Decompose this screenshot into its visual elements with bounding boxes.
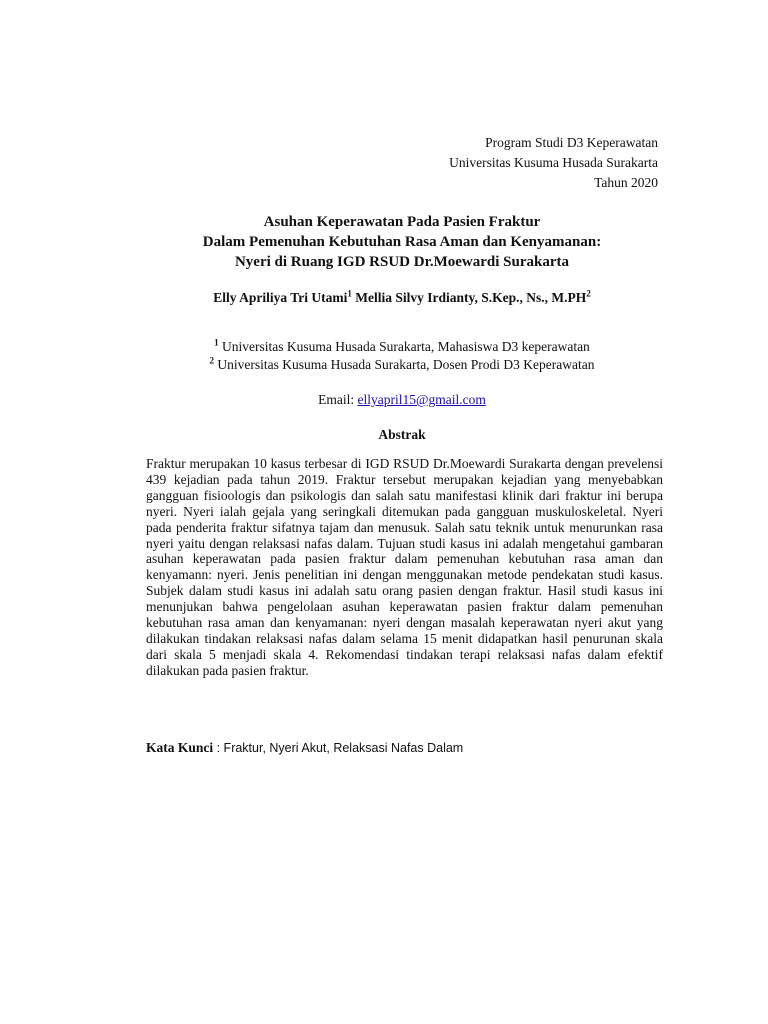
email-label: Email: bbox=[318, 392, 358, 407]
university-name: Universitas Kusuma Husada Surakarta bbox=[449, 155, 658, 170]
author-2-affiliation-mark: 2 bbox=[586, 288, 591, 299]
affiliations bbox=[100, 338, 704, 374]
keywords bbox=[146, 739, 663, 757]
author-2: Mellia Silvy Irdianty, S.Kep., Ns., M.PH bbox=[351, 290, 587, 305]
paper-title bbox=[100, 212, 704, 272]
email-line bbox=[100, 391, 704, 409]
affiliation-2-text: Universitas Kusuma Husada Surakarta, Dosen Prodi D3 Keperawatan bbox=[213, 357, 595, 372]
title-line-2: Dalam Pemenuhan Kebutuhan Rasa Aman dan Kenyamanan: bbox=[202, 234, 602, 250]
title-line-3: Nyeri di Ruang IGD RSUD Dr.Moewardi Surakarta bbox=[234, 254, 570, 270]
author-1-affiliation-mark: 1 bbox=[347, 288, 352, 299]
author-list bbox=[100, 289, 704, 307]
program-name: Program Studi D3 Keperawatan bbox=[485, 135, 658, 150]
abstract-heading: Abstrak bbox=[378, 427, 426, 442]
affiliation-1 bbox=[100, 338, 704, 356]
email-link[interactable]: ellyapril15@gmail.com bbox=[357, 392, 486, 407]
keywords-values: : Fraktur, Nyeri Akut, Relaksasi Nafas Dalam bbox=[213, 741, 464, 755]
affiliation-2-mark: 2 bbox=[209, 355, 214, 366]
abstract-body: Fraktur merupakan 10 kasus terbesar di IGD RSUD Dr.Moewardi Surakarta dengan prevelensi 439 kejadian pada tahun 2019. Fraktur tersebut merupakan kejadian yang menyebabkan gangguan fisioologis dan psikologis dan salah satu manifestasi klinik dari fraktur ini berupa nyeri. Nyeri ialah gejala yang seringkali ditemukan pada gangguan muskuloskeletal. Nyeri pada penderita fraktur sifatnya tajam dan menusuk. Salah satu teknik untuk menurunkan rasa nyeri yaitu dengan relaksasi nafas dalam. Tujuan studi kasus ini adalah mengetahui gambaran asuhan keperawatan pada pasien fraktur dalam pemenuhan kebutuhan rasa aman dan kenyamann: nyeri. Jenis penelitian ini dengan menggunakan metode pendekatan studi kasus. Subjek dalam studi kasus ini adalah satu orang pasien dengan fraktur. Hasil studi kasus ini menunjukan bahwa pengelolaan asuhan keperawatan pasien fraktur dalam pemenuhan kebutuhan rasa aman dan kenyamanan: nyeri dengan masalah keperawatan nyeri akut yang dilakukan tindakan relaksasi nafas dalam selama 15 menit didapatkan hasil penurunan skala dari skala 5 menjadi skala 4. Rekomendasi tindakan terapi relaksasi nafas dalam efektif dilakukan pada pasien fraktur. bbox=[146, 456, 663, 678]
author-1: Elly Apriliya Tri Utami bbox=[213, 290, 348, 305]
year: Tahun 2020 bbox=[594, 175, 658, 190]
affiliation-1-mark: 1 bbox=[214, 337, 219, 348]
institution-header bbox=[449, 133, 658, 193]
title-line-1: Asuhan Keperawatan Pada Pasien Fraktur bbox=[263, 214, 541, 230]
affiliation-1-text: Universitas Kusuma Husada Surakarta, Mahasiswa D3 keperawatan bbox=[218, 339, 590, 354]
affiliation-2 bbox=[100, 356, 704, 374]
keywords-label: Kata Kunci bbox=[146, 740, 214, 755]
